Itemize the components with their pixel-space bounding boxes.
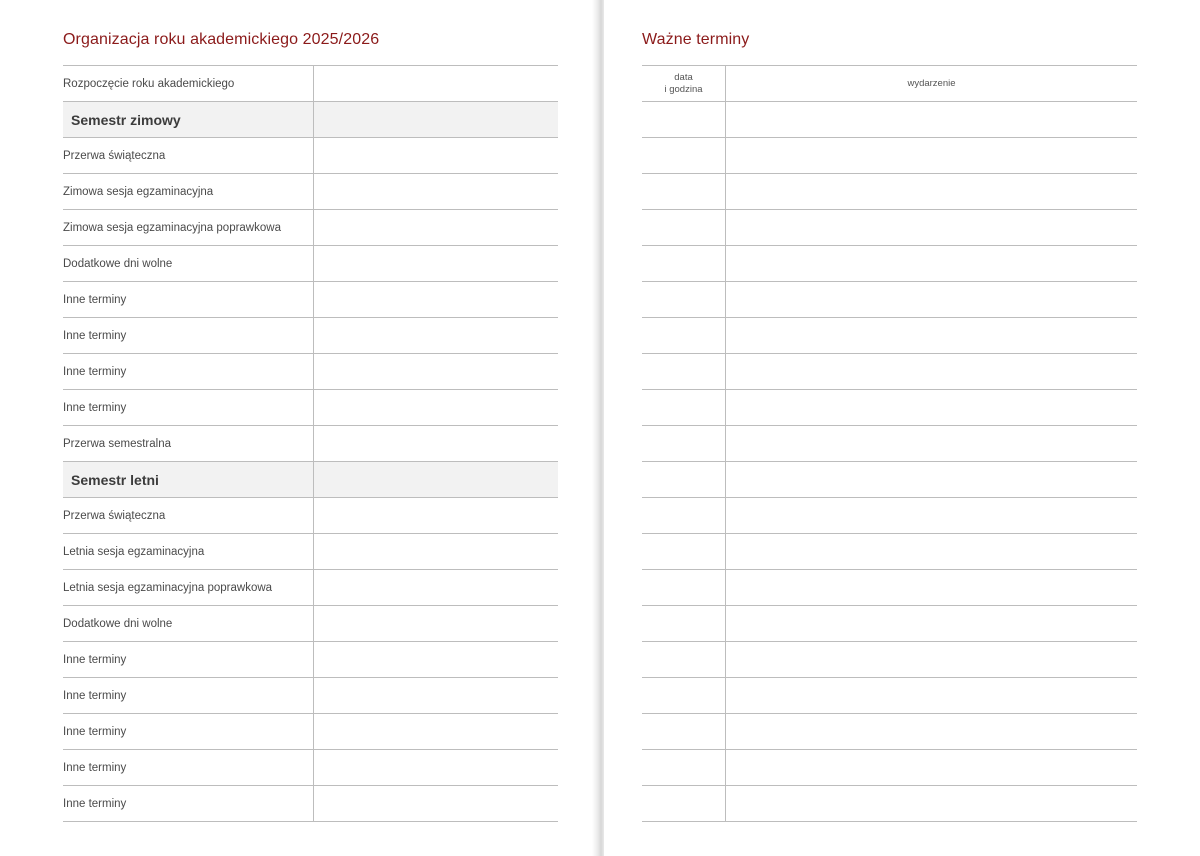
date-entry-cell[interactable] [314, 174, 559, 210]
section-header-row [63, 102, 558, 138]
table-row [63, 786, 558, 822]
date-entry-cell[interactable] [314, 678, 559, 714]
date-time-cell[interactable] [642, 282, 726, 318]
table-row [63, 318, 558, 354]
date-time-cell[interactable] [642, 390, 726, 426]
left-page-title: Organizacja roku akademickiego 2025/2026 [63, 31, 380, 48]
row-label: Letnia sesja egzaminacyjna [63, 534, 314, 570]
table-row [63, 282, 558, 318]
table-row [642, 534, 1137, 570]
date-entry-cell[interactable] [314, 786, 559, 822]
event-cell[interactable] [726, 786, 1138, 822]
date-entry-cell[interactable] [314, 66, 559, 102]
table-row [63, 390, 558, 426]
section-header-row [63, 462, 558, 498]
event-cell[interactable] [726, 750, 1138, 786]
row-label: Rozpoczęcie roku akademickiego [63, 66, 314, 102]
event-cell[interactable] [726, 210, 1138, 246]
table-row [642, 318, 1137, 354]
table-row [63, 498, 558, 534]
table-row [63, 642, 558, 678]
table-row [642, 642, 1137, 678]
table-row [642, 498, 1137, 534]
event-cell[interactable] [726, 570, 1138, 606]
row-label: Przerwa świąteczna [63, 138, 314, 174]
event-cell[interactable] [726, 534, 1138, 570]
event-cell[interactable] [726, 714, 1138, 750]
date-entry-cell[interactable] [314, 210, 559, 246]
date-time-cell[interactable] [642, 570, 726, 606]
row-label: Inne terminy [63, 390, 314, 426]
date-entry-cell[interactable] [314, 426, 559, 462]
table-row [63, 354, 558, 390]
left-page [0, 0, 598, 856]
table-row [63, 678, 558, 714]
row-label: Inne terminy [63, 282, 314, 318]
event-cell[interactable] [726, 246, 1138, 282]
row-label: Przerwa semestralna [63, 426, 314, 462]
date-time-cell[interactable] [642, 534, 726, 570]
event-cell[interactable] [726, 642, 1138, 678]
event-cell[interactable] [726, 678, 1138, 714]
date-entry-cell[interactable] [314, 102, 559, 138]
table-row [642, 426, 1137, 462]
row-label: Inne terminy [63, 642, 314, 678]
table-row [642, 570, 1137, 606]
row-label: Zimowa sesja egzaminacyjna [63, 174, 314, 210]
event-cell[interactable] [726, 498, 1138, 534]
table-row [642, 606, 1137, 642]
row-label: Dodatkowe dni wolne [63, 606, 314, 642]
table-row [642, 678, 1137, 714]
date-time-cell[interactable] [642, 210, 726, 246]
row-label: Inne terminy [63, 354, 314, 390]
date-time-cell[interactable] [642, 318, 726, 354]
date-time-cell[interactable] [642, 426, 726, 462]
table-row [642, 282, 1137, 318]
table-row [63, 174, 558, 210]
date-entry-cell[interactable] [314, 570, 559, 606]
section-header-label: Semestr zimowy [63, 102, 314, 138]
table-row [642, 354, 1137, 390]
date-entry-cell[interactable] [314, 534, 559, 570]
right-page-title: Ważne terminy [642, 31, 750, 48]
table-header-row [642, 66, 1137, 102]
table-row [642, 750, 1137, 786]
date-entry-cell[interactable] [314, 354, 559, 390]
row-label: Przerwa świąteczna [63, 498, 314, 534]
date-entry-cell[interactable] [314, 318, 559, 354]
row-label: Inne terminy [63, 750, 314, 786]
event-cell[interactable] [726, 390, 1138, 426]
table-row [63, 138, 558, 174]
event-cell[interactable] [726, 174, 1138, 210]
date-entry-cell[interactable] [314, 714, 559, 750]
table-row [642, 714, 1137, 750]
date-time-cell[interactable] [642, 462, 726, 498]
event-cell[interactable] [726, 282, 1138, 318]
event-cell[interactable] [726, 354, 1138, 390]
row-label: Inne terminy [63, 318, 314, 354]
date-time-cell[interactable] [642, 678, 726, 714]
table-row [642, 210, 1137, 246]
table-row [642, 174, 1137, 210]
table-row [642, 462, 1137, 498]
date-entry-cell[interactable] [314, 282, 559, 318]
date-entry-cell[interactable] [314, 642, 559, 678]
table-row [63, 246, 558, 282]
column-header-event: wydarzenie [726, 66, 1138, 102]
table-row [642, 102, 1137, 138]
date-entry-cell[interactable] [314, 246, 559, 282]
event-cell[interactable] [726, 426, 1138, 462]
table-row [642, 246, 1137, 282]
academic-year-table [63, 65, 558, 822]
important-dates-table [642, 65, 1137, 822]
date-entry-cell[interactable] [314, 750, 559, 786]
date-time-cell[interactable] [642, 174, 726, 210]
date-entry-cell[interactable] [314, 462, 559, 498]
date-time-cell[interactable] [642, 102, 726, 138]
row-label: Dodatkowe dni wolne [63, 246, 314, 282]
date-time-cell[interactable] [642, 642, 726, 678]
row-label: Inne terminy [63, 714, 314, 750]
table-row [642, 138, 1137, 174]
table-row [63, 66, 558, 102]
table-row [63, 714, 558, 750]
row-label: Letnia sesja egzaminacyjna poprawkowa [63, 570, 314, 606]
table-row [63, 570, 558, 606]
date-entry-cell[interactable] [314, 138, 559, 174]
column-header-date-time: data i godzina [642, 66, 726, 102]
date-time-cell[interactable] [642, 354, 726, 390]
event-cell[interactable] [726, 102, 1138, 138]
table-row [63, 534, 558, 570]
date-entry-cell[interactable] [314, 390, 559, 426]
row-label: Inne terminy [63, 786, 314, 822]
table-row [642, 786, 1137, 822]
event-cell[interactable] [726, 606, 1138, 642]
table-row [63, 750, 558, 786]
table-row [63, 210, 558, 246]
event-cell[interactable] [726, 138, 1138, 174]
date-entry-cell[interactable] [314, 606, 559, 642]
event-cell[interactable] [726, 318, 1138, 354]
date-time-cell[interactable] [642, 606, 726, 642]
table-row [63, 606, 558, 642]
table-row [63, 426, 558, 462]
date-entry-cell[interactable] [314, 498, 559, 534]
date-time-cell[interactable] [642, 498, 726, 534]
section-header-label: Semestr letni [63, 462, 314, 498]
date-time-cell[interactable] [642, 714, 726, 750]
date-time-cell[interactable] [642, 246, 726, 282]
date-time-cell[interactable] [642, 786, 726, 822]
date-time-cell[interactable] [642, 138, 726, 174]
date-time-cell[interactable] [642, 750, 726, 786]
table-row [642, 390, 1137, 426]
right-page [604, 0, 1200, 856]
event-cell[interactable] [726, 462, 1138, 498]
row-label: Zimowa sesja egzaminacyjna poprawkowa [63, 210, 314, 246]
row-label: Inne terminy [63, 678, 314, 714]
